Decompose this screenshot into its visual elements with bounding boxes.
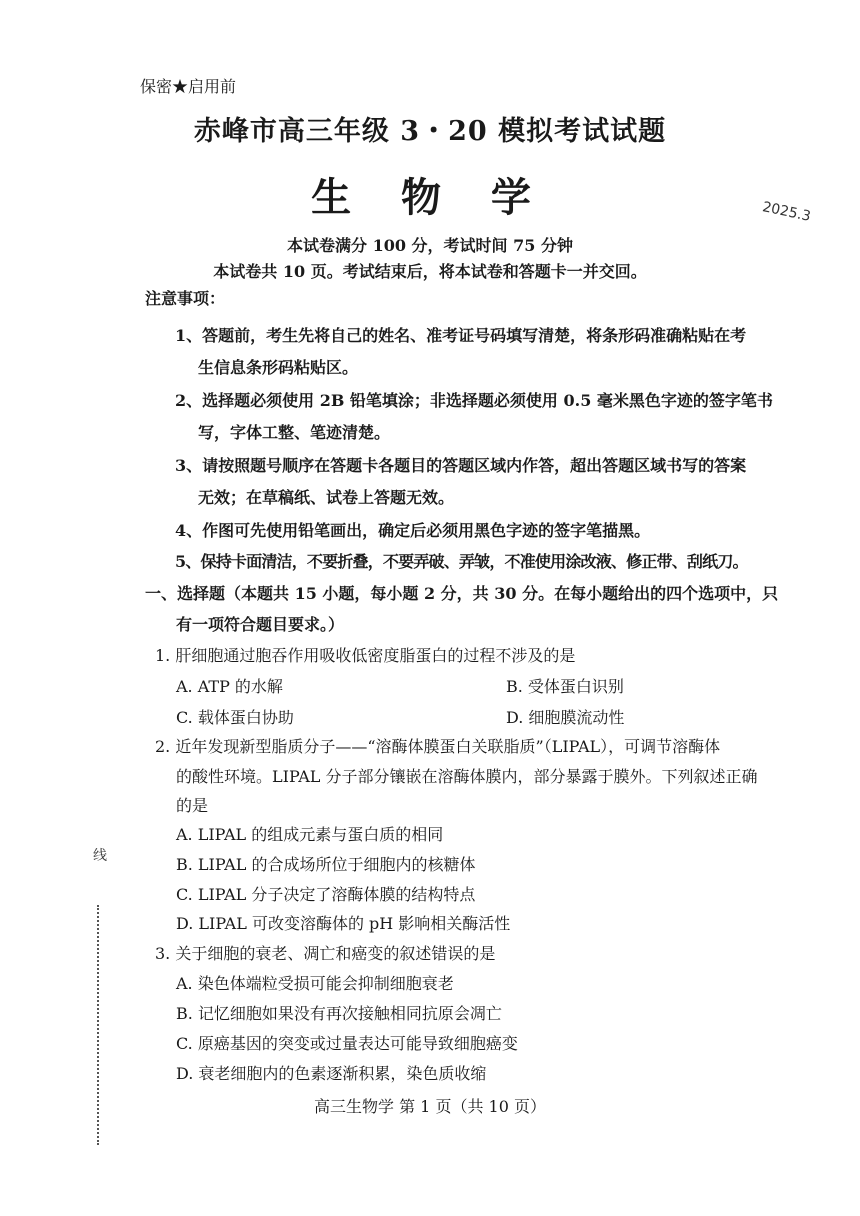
subject-title: 生 物 学	[311, 174, 549, 221]
notice-line: 生信息条形码粘贴区。	[198, 358, 359, 377]
question-2-stem: 2. 近年发现新型脂质分子——“溶酶体膜蛋白关联脂质”（LIPAL），可调节溶酶体	[155, 737, 721, 756]
section-heading-cont: 有一项符合题目要求。）	[176, 615, 345, 634]
exam-info-line-1: 本试卷满分 100 分，考试时间 75 分钟	[287, 236, 573, 255]
notice-line: 3、请按照题号顺序在答题卡各题目的答题区域内作答，超出答题区域书写的答案	[175, 456, 747, 475]
q3-option-b: B. 记忆细胞如果没有再次接触相同抗原会凋亡	[176, 1004, 502, 1023]
q1-option-d: D. 细胞膜流动性	[506, 708, 625, 727]
notice-line: 1、答题前，考生先将自己的姓名、准考证号码填写清楚，将条形码准确粘贴在考	[175, 326, 747, 345]
q2-option-a: A. LIPAL 的组成元素与蛋白质的相同	[176, 825, 444, 844]
notice-heading: 注意事项：	[145, 289, 226, 308]
question-2-stem-cont: 的是	[176, 796, 209, 815]
exam-title: 赤峰市高三年级 3・20 模拟考试试题	[193, 116, 667, 147]
q3-option-d: D. 衰老细胞内的色素逐渐积累，染色质收缩	[176, 1064, 487, 1083]
section-heading: 一、选择题（本题共 15 小题，每小题 2 分，共 30 分。在每小题给出的四个选项中，只	[145, 584, 779, 603]
q1-option-b: B. 受体蛋白识别	[506, 677, 624, 696]
q1-option-c: C. 载体蛋白协助	[176, 708, 294, 727]
notice-line: 4、作图可先使用铅笔画出，确定后必须用黑色字迹的签字笔描黑。	[175, 521, 651, 540]
q3-option-a: A. 染色体端粒受损可能会抑制细胞衰老	[176, 974, 454, 993]
q2-option-b: B. LIPAL 的合成场所位于细胞内的核糖体	[176, 855, 476, 874]
notice-line: 无效；在草稿纸、试卷上答题无效。	[198, 488, 455, 507]
notice-line: 写，字体工整、笔迹清楚。	[198, 423, 391, 442]
notice-line: 2、选择题必须使用 2B 铅笔填涂；非选择题必须使用 0.5 毫米黑色字迹的签字笔书	[175, 391, 773, 410]
question-1-stem: 1. 肝细胞通过胞吞作用吸收低密度脂蛋白的过程不涉及的是	[155, 646, 576, 665]
handwritten-date: 2025.3	[760, 199, 813, 225]
question-3-stem: 3. 关于细胞的衰老、凋亡和癌变的叙述错误的是	[155, 944, 496, 963]
q3-option-c: C. 原癌基因的突变或过量表达可能导致细胞癌变	[176, 1034, 518, 1053]
exam-info-line-2: 本试卷共 10 页。考试结束后，将本试卷和答题卡一并交回。	[213, 262, 647, 281]
q2-option-d: D. LIPAL 可改变溶酶体的 pH 影响相关酶活性	[176, 914, 511, 933]
confidential-label: 保密★启用前	[140, 77, 237, 96]
q2-option-c: C. LIPAL 分子决定了溶酶体膜的结构特点	[176, 885, 476, 904]
question-2-stem-cont: 的酸性环境。LIPAL 分子部分镶嵌在溶酶体膜内，部分暴露于膜外。下列叙述正确	[176, 767, 758, 786]
binding-line-mark: 线	[93, 848, 107, 864]
notice-line: 5、保持卡面清洁，不要折叠，不要弄破、弄皱，不准使用涂改液、修正带、刮纸刀。	[175, 552, 748, 571]
page-footer: 高三生物学 第 1 页（共 10 页）	[314, 1097, 546, 1116]
q1-option-a: A. ATP 的水解	[176, 677, 283, 696]
